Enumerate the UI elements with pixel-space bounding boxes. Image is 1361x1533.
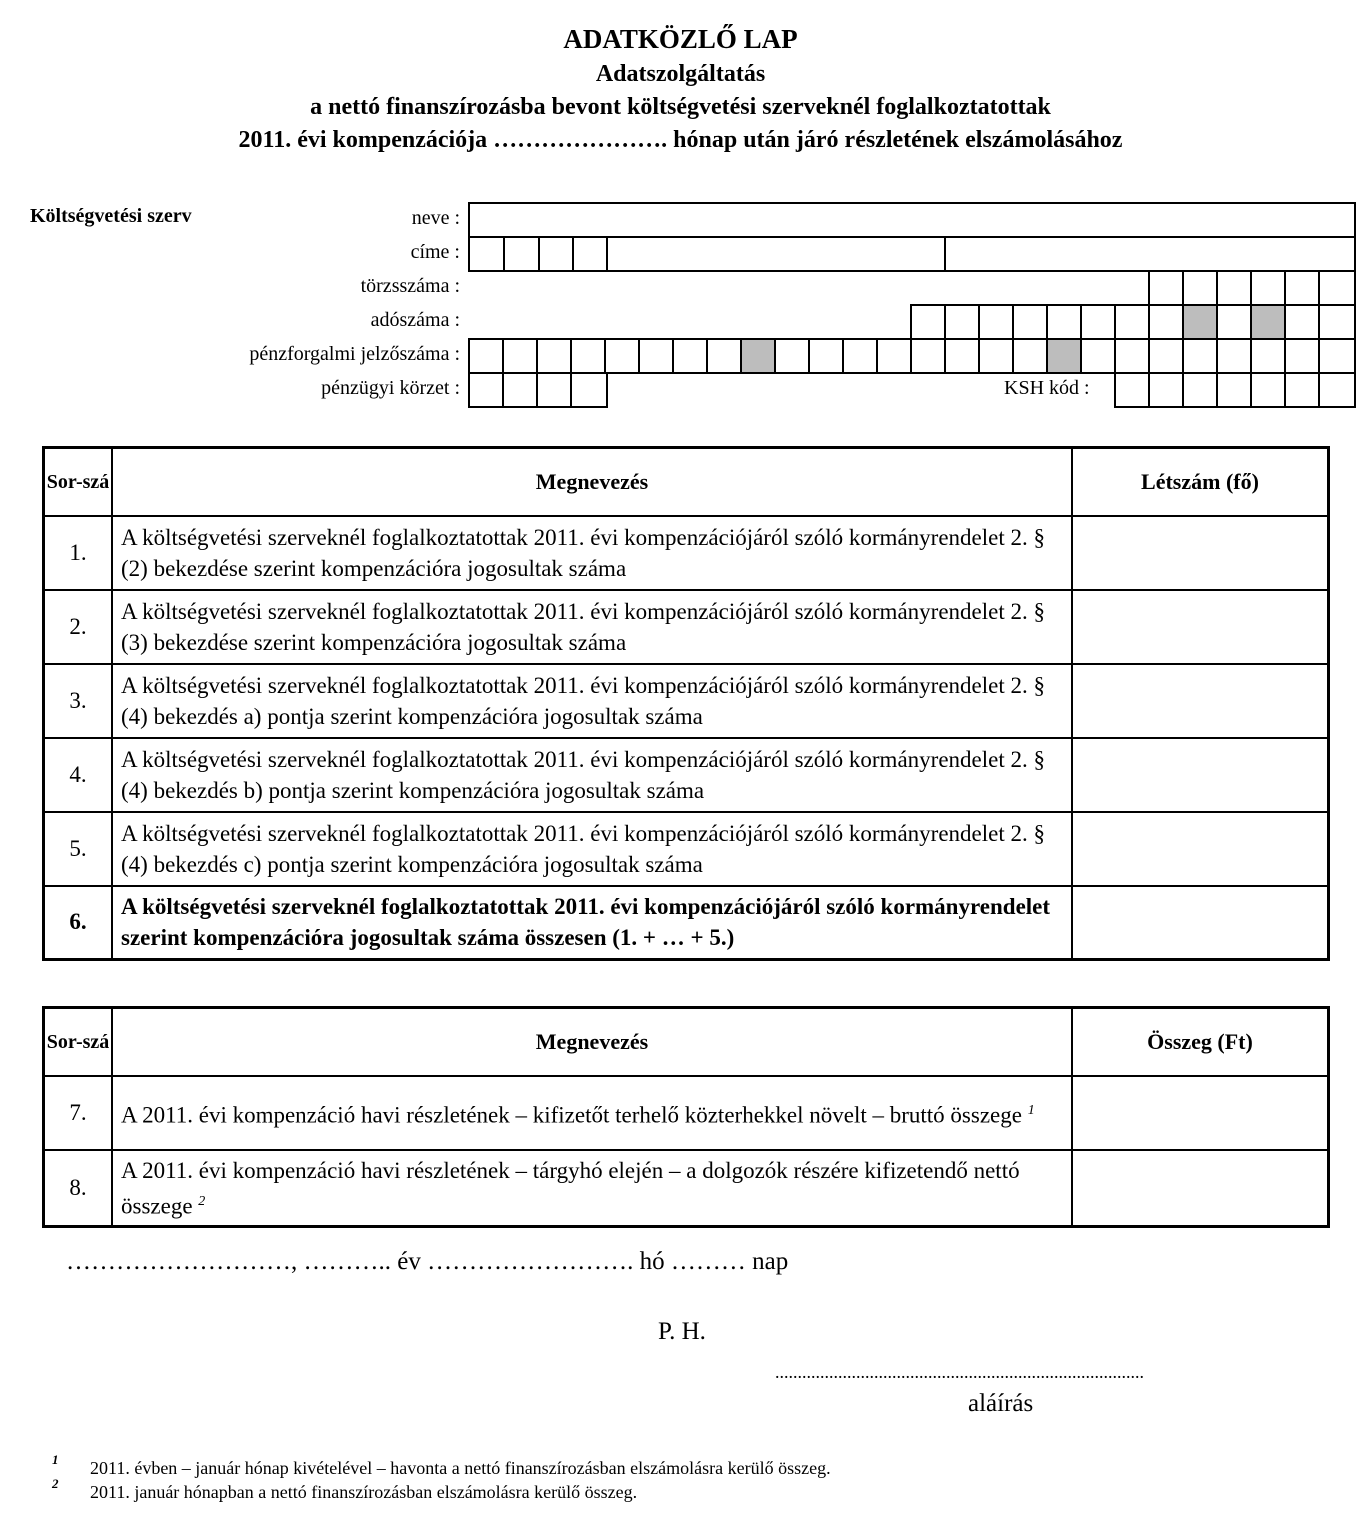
footnote-mark: 1 bbox=[52, 1452, 59, 1467]
date-line: ………………………, ……….. év ……………………. hó ……… nap bbox=[66, 1248, 789, 1275]
row-num: 2. bbox=[44, 590, 113, 664]
name-field[interactable] bbox=[468, 202, 1356, 238]
value-cell[interactable] bbox=[1072, 1076, 1329, 1150]
footnote-text: 2011. január hónapban a nettó finanszírozásban elszámolásra kerülő összeg. bbox=[90, 1482, 638, 1502]
row-desc: A költségvetési szerveknél foglalkoztatottak 2011. évi kompenzációjáról szóló kormányrendelet 2. § (4) bekezdés b) pontja szerint kompenzációra jogosultak száma bbox=[112, 738, 1072, 812]
value-cell[interactable] bbox=[1072, 590, 1329, 664]
row-desc: A költségvetési szerveknél foglalkoztatottak 2011. évi kompenzációjáról szóló kormányrendelet 2. § (4) bekezdés c) pontja szerint kompenzációra jogosultak száma bbox=[112, 812, 1072, 886]
name-label: neve : bbox=[411, 207, 460, 229]
form-subtitle-line4: 2011. évi kompenzációja …………………. hónap után járó részletének elszámolásához bbox=[238, 127, 1123, 153]
row-desc: A költségvetési szerveknél foglalkoztatottak 2011. évi kompenzációjáról szóló kormányrendelet 2. § (4) bekezdés a) pontja szerint kompenzációra jogosultak száma bbox=[112, 664, 1072, 738]
table-row bbox=[44, 590, 1329, 664]
tax-number-field[interactable] bbox=[910, 304, 1356, 340]
form-subtitle-line3: a nettó finanszírozásba bevont költségvetési szerveknél foglalkoztatottak bbox=[310, 94, 1051, 120]
form-subtitle: Adatszolgáltatás bbox=[595, 61, 766, 87]
address-label: címe : bbox=[410, 241, 460, 263]
col-desc-header: Megnevezés bbox=[112, 1008, 1072, 1076]
footnote-mark: 2 bbox=[52, 1476, 59, 1491]
table-row bbox=[44, 516, 1329, 590]
table-row bbox=[44, 1076, 1329, 1150]
total-row bbox=[44, 886, 1329, 960]
row-num: 5. bbox=[44, 812, 113, 886]
row-desc: A 2011. évi kompenzáció havi részletének – tárgyhó elején – a dolgozók részére kifizetendő nettó összege $^2$ bbox=[112, 1150, 1072, 1227]
row-num: 4. bbox=[44, 738, 113, 812]
reg-number-field[interactable] bbox=[1148, 270, 1356, 306]
row-desc: A 2011. évi kompenzáció havi részletének – kifizetőt terhelő közterhekkel növelt – bruttó összege $^1$ bbox=[112, 1076, 1072, 1150]
table-row bbox=[44, 1150, 1329, 1227]
row-desc: A költségvetési szerveknél foglalkoztatottak 2011. évi kompenzációjáról szóló kormányrendelet 2. § (2) bekezdése szerint kompenzációra jogosultak száma bbox=[112, 516, 1072, 590]
table-row bbox=[44, 738, 1329, 812]
footnote-ref: 1 bbox=[1027, 1102, 1035, 1118]
row-num: 8. bbox=[44, 1150, 113, 1227]
bank-account-label: pénzforgalmi jelzőszáma : bbox=[249, 343, 460, 365]
value-cell[interactable] bbox=[1072, 738, 1329, 812]
table-row bbox=[44, 664, 1329, 738]
stamp-label: P. H. bbox=[658, 1318, 706, 1345]
signature-line: .................................................................................. bbox=[775, 1362, 1144, 1382]
value-cell[interactable] bbox=[1072, 516, 1329, 590]
row-num: 7. bbox=[44, 1076, 113, 1150]
bank-account-field[interactable] bbox=[468, 338, 1356, 374]
ksh-code-label: KSH kód : bbox=[1004, 377, 1090, 399]
ksh-code-field[interactable] bbox=[1114, 372, 1356, 408]
row-desc: A költségvetési szerveknél foglalkoztatottak 2011. évi kompenzációjáról szóló kormányrendelet szerint kompenzációra jogosultak száma összesen (1. + … + 5.) bbox=[112, 886, 1072, 960]
amount-header-row bbox=[44, 1008, 1329, 1076]
org-label: Költségvetési szerv bbox=[30, 205, 192, 227]
value-cell[interactable] bbox=[1072, 886, 1329, 960]
tax-number-label: adószáma : bbox=[370, 309, 460, 331]
col-desc-header: Megnevezés bbox=[112, 448, 1072, 516]
value-cell[interactable] bbox=[1072, 664, 1329, 738]
row-desc: A költségvetési szerveknél foglalkoztatottak 2011. évi kompenzációjáról szóló kormányrendelet 2. § (3) bekezdése szerint kompenzációra jogosultak száma bbox=[112, 590, 1072, 664]
reg-number-label: törzsszáma : bbox=[360, 275, 460, 297]
col-value-header: Létszám (fő) bbox=[1072, 448, 1329, 516]
headcount-header-row bbox=[44, 448, 1329, 516]
row-num: 6. bbox=[44, 886, 113, 960]
tax-district-label: pénzügyi körzet : bbox=[321, 377, 460, 399]
value-cell[interactable] bbox=[1072, 1150, 1329, 1227]
col-value-header: Összeg (Ft) bbox=[1072, 1008, 1329, 1076]
col-num-header: Sor-szá bbox=[44, 448, 113, 516]
headcount-table bbox=[42, 446, 1330, 961]
form-title: ADATKÖZLŐ LAP bbox=[563, 24, 798, 54]
signature-label: aláírás bbox=[968, 1390, 1034, 1417]
footnote-text: 2011. évben – január hónap kivételével – havonta a nettó finanszírozásban elszámolásra kerülő összeg. bbox=[90, 1458, 831, 1478]
table-row bbox=[44, 812, 1329, 886]
address-field[interactable] bbox=[468, 236, 1356, 272]
amount-table bbox=[42, 1006, 1330, 1228]
value-cell[interactable] bbox=[1072, 812, 1329, 886]
col-num-header: Sor-szá bbox=[44, 1008, 113, 1076]
footnote-ref: 2 bbox=[198, 1193, 206, 1209]
row-num: 3. bbox=[44, 664, 113, 738]
row-num: 1. bbox=[44, 516, 113, 590]
tax-district-field[interactable] bbox=[468, 372, 608, 408]
